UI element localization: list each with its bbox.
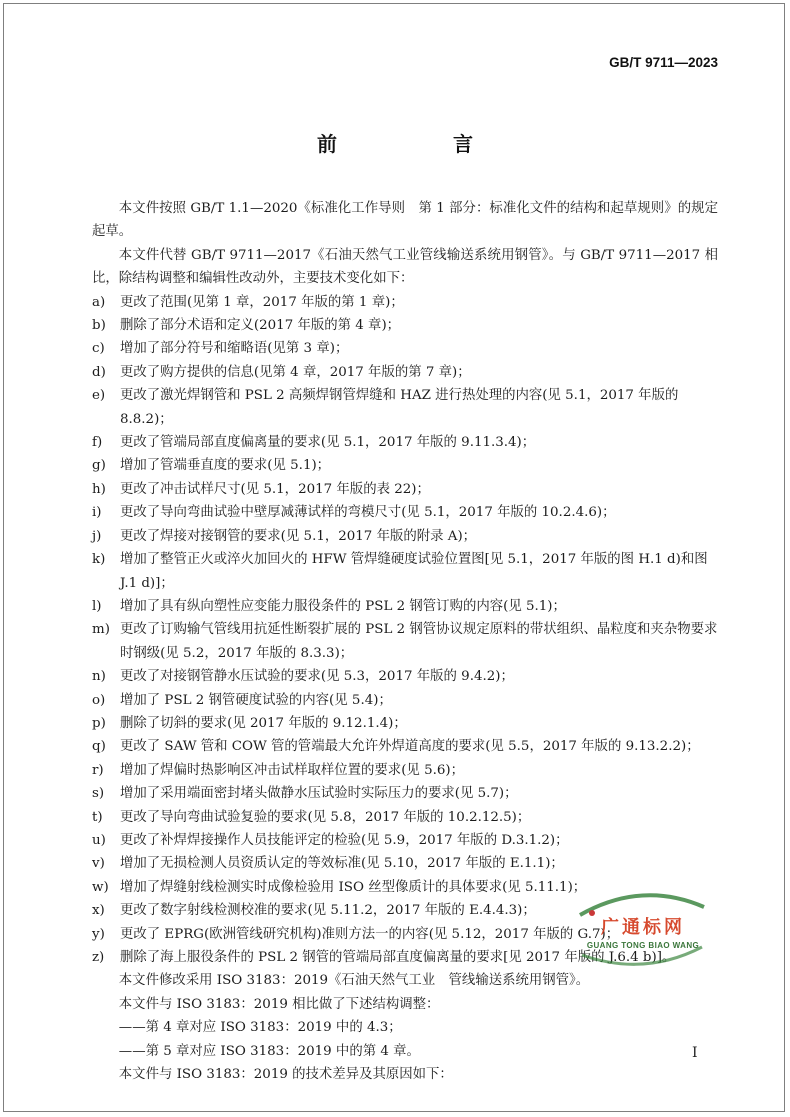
list-item-text: 增加了焊偏时热影响区冲击试样取样位置的要求(见 5.6)； <box>120 762 464 778</box>
list-item-marker: v) <box>92 856 105 872</box>
list-item-marker: o) <box>92 692 106 708</box>
list-item <box>92 291 718 314</box>
list-item-text: 更改了激光焊钢管和 PSL 2 高频焊钢管焊缝和 HAZ 进行热处理的内容(见 5.1，2017 年版的 8.8.2)； <box>120 388 679 427</box>
list-item-marker: j) <box>92 528 102 544</box>
list-item <box>92 759 718 782</box>
list-item-marker: f) <box>92 435 103 451</box>
list-item-text: 更改了焊接对接钢管的要求(见 5.1，2017 年版的附录 A)； <box>120 528 477 544</box>
list-item-text: 删除了部分术语和定义(2017 年版的第 4 章)； <box>120 318 401 334</box>
list-item <box>92 454 718 477</box>
list-item-text: 增加了采用端面密封堵头做静水压试验时实际压力的要求(见 5.7)； <box>120 786 518 802</box>
list-item <box>92 501 718 524</box>
watermark-pinyin-text: GUANG TONG BIAO WANG <box>586 941 700 950</box>
list-item-marker: m) <box>92 622 110 638</box>
list-item <box>92 829 718 852</box>
paragraph-iso-adoption: 本文件修改采用 ISO 3183：2019《石油天然气工业 管线输送系统用钢管》。 <box>118 973 590 989</box>
list-item-text: 增加了无损检测人员资质认定的等效标准(见 5.10，2017 年版的 E.1.1)； <box>120 856 564 872</box>
page-number: I <box>692 1045 698 1061</box>
list-item-text: 更改了补焊焊接操作人员技能评定的检验(见 5.9，2017 年版的 D.3.1.2)； <box>120 832 569 848</box>
list-item <box>92 384 718 431</box>
list-item-marker: r) <box>92 762 104 778</box>
list-item-text: 更改了冲击试样尺寸(见 5.1，2017 年版的表 22)； <box>120 481 430 497</box>
list-item-marker: q) <box>92 739 106 755</box>
list-item-marker: a) <box>92 294 106 310</box>
list-item-marker: e) <box>92 388 106 404</box>
list-item-marker: b) <box>92 318 106 334</box>
paragraph-replacement: 本文件代替 GB/T 9711—2017《石油天然气工业管线输送系统用钢管》。与 GB/T 9711—2017 相比，除结构调整和编辑性改动外，主要技术变化如下： <box>92 247 718 287</box>
list-item-text: 更改了订购输气管线用抗延性断裂扩展的 PSL 2 钢管协议规定原料的带状组织、晶粒度和夹杂物要求时钢级(见 5.2，2017 年版的 8.3.3)； <box>120 622 718 661</box>
list-item-text: 删除了海上服役条件的 PSL 2 钢管的管端局部直度偏离量的要求[见 2017 年版的 J.6.4 b)]。 <box>120 950 676 965</box>
list-item-text: 增加了管端垂直度的要求(见 5.1)； <box>120 458 331 474</box>
paragraph-drafting-rules: 本文件按照 GB/T 1.1—2020《标准化工作导则 第 1 部分：标准化文件的结构和起草规则》的规定起草。 <box>92 201 718 240</box>
list-item <box>92 806 718 829</box>
watermark-logo <box>572 885 712 975</box>
list-item-text: 更改了 SAW 管和 COW 管的管端最大允许外焊道高度的要求(见 5.5，2017 年版的 9.13.2.2)； <box>120 739 700 755</box>
list-item-text: 更改了范围(见第 1 章，2017 年版的第 1 章)； <box>120 294 404 310</box>
list-item <box>92 852 718 875</box>
list-item <box>92 525 718 548</box>
list-item <box>92 361 718 384</box>
list-item-text: 更改了对接钢管静水压试验的要求(见 5.3，2017 年版的 9.4.2)； <box>120 669 514 685</box>
list-item-text: 增加了 PSL 2 钢管硬度试验的内容(见 5.4)； <box>120 692 392 708</box>
list-item <box>92 431 718 454</box>
list-item-marker: k) <box>92 552 106 568</box>
list-item <box>92 689 718 712</box>
list-item-marker: u) <box>92 832 106 848</box>
list-item-text: 增加了具有纵向塑性应变能力服役条件的 PSL 2 钢管订购的内容(见 5.1)； <box>120 598 566 614</box>
list-item-marker: s) <box>92 786 105 802</box>
watermark-chinese-text: 广通标网 <box>601 917 685 938</box>
list-item <box>92 548 718 595</box>
list-item-text: 更改了管端局部直度偏离量的要求(见 5.1，2017 年版的 9.11.3.4)； <box>120 435 536 451</box>
list-item-marker: i) <box>92 505 102 521</box>
list-item-text: 增加了整管正火或淬火加回火的 HFW 管焊缝硬度试验位置图[见 5.1，2017 年版的图 H.1 d)和图 J.1 d)]； <box>120 552 708 591</box>
list-item <box>92 712 718 735</box>
list-item <box>92 618 718 665</box>
list-item-text: 更改了 EPRG(欧洲管线研究机构)准则方法一的内容(见 5.12，2017 年版的 G.7)； <box>120 926 620 942</box>
list-item <box>92 595 718 618</box>
paragraph-structure-adjust: 本文件与 ISO 3183：2019 相比做了下述结构调整： <box>118 996 440 1012</box>
list-item-text: 更改了导向弯曲试验中壁厚减薄试样的弯模尺寸(见 5.1，2017 年版的 10.2.4.6)； <box>120 505 616 521</box>
list-item-marker: l) <box>92 598 102 614</box>
list-item-marker: x) <box>92 903 105 919</box>
list-item <box>92 314 718 337</box>
standard-number: GB/T 9711—2023 <box>609 55 718 70</box>
list-item-marker: w) <box>92 879 109 895</box>
list-item <box>92 478 718 501</box>
paragraph-technical-differences: 本文件与 ISO 3183：2019 的技术差异及其原因如下： <box>118 1067 453 1083</box>
list-item-text: 删除了切斜的要求(见 2017 年版的 9.12.1.4)； <box>120 715 407 731</box>
list-item-marker: n) <box>92 669 106 685</box>
list-item-marker: y) <box>92 926 105 942</box>
list-item-marker: p) <box>92 715 106 731</box>
list-item-text: 增加了部分符号和缩略语(见第 3 章)； <box>120 341 349 357</box>
list-item-text: 增加了焊缝射线检测实时成像检验用 ISO 丝型像质计的具体要求(见 5.11.1)； <box>120 879 587 895</box>
page-title: 前 言 <box>317 132 521 156</box>
list-item-marker: c) <box>92 341 105 357</box>
list-item <box>92 735 718 758</box>
list-item-marker: h) <box>92 481 106 497</box>
list-item-text: 更改了购方提供的信息(见第 4 章，2017 年版的第 7 章)； <box>120 364 471 380</box>
list-item-marker: t) <box>92 809 103 825</box>
list-item-marker: d) <box>92 364 106 380</box>
structure-item-chapter-4: ——第 4 章对应 ISO 3183：2019 中的 4.3； <box>118 1020 402 1036</box>
structure-item-chapter-5: ——第 5 章对应 ISO 3183：2019 中的第 4 章。 <box>118 1043 420 1059</box>
technical-changes-list <box>92 291 718 970</box>
list-item-marker: z) <box>92 950 105 965</box>
list-item <box>92 782 718 805</box>
list-item <box>92 337 718 360</box>
list-item-text: 更改了数字射线检测校准的要求(见 5.11.2，2017 年版的 E.4.4.3)； <box>120 903 536 919</box>
list-item-marker: g) <box>92 458 106 474</box>
list-item <box>92 665 718 688</box>
list-item-text: 更改了导向弯曲试验复验的要求(见 5.8，2017 年版的 10.2.12.5)； <box>120 809 531 825</box>
